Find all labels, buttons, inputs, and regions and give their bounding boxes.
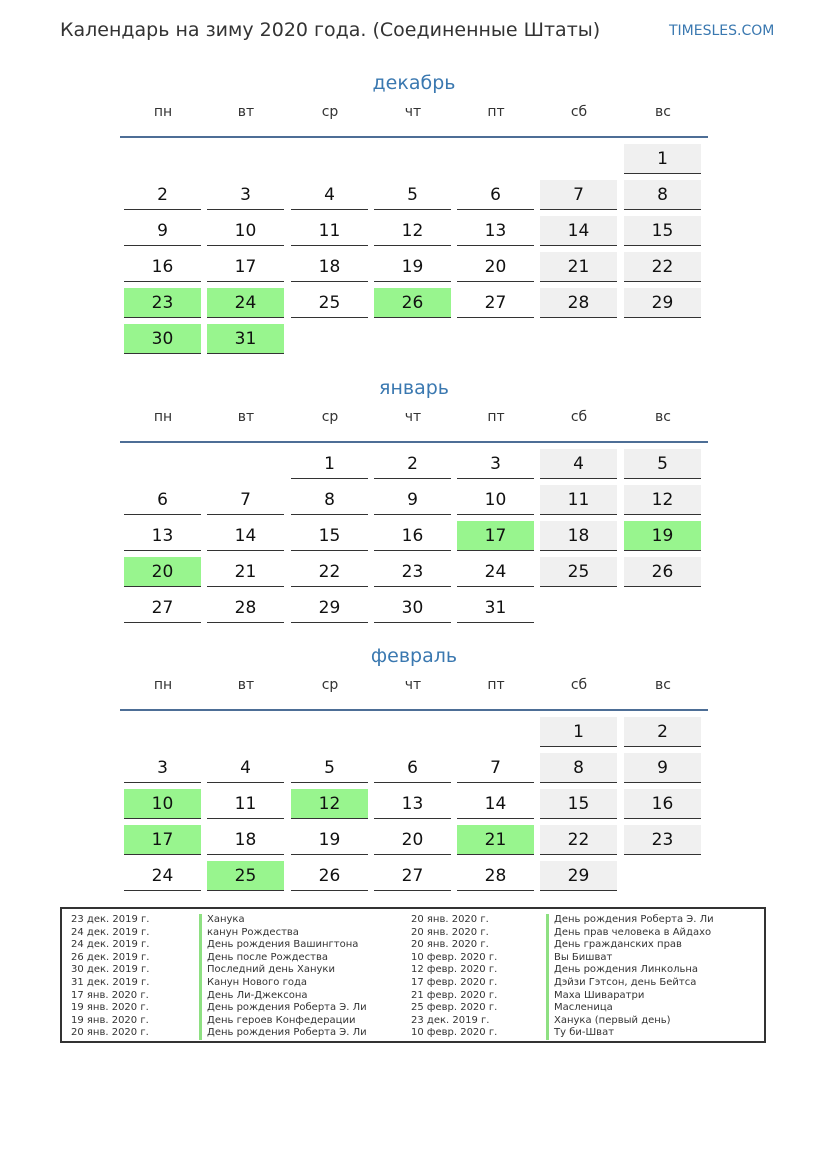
day-cell: 10	[207, 216, 284, 246]
weekday-label: вт	[237, 677, 255, 693]
holiday-day-cell: 10	[124, 789, 201, 819]
day-cell: 5	[624, 449, 701, 479]
day-cell: 29	[291, 593, 368, 623]
holiday-date: 17 янв. 2020 г.	[71, 989, 149, 1001]
day-cell: 1	[624, 144, 701, 174]
day-cell: 11	[207, 789, 284, 819]
day-cell: 28	[540, 288, 617, 318]
holiday-date: 23 дек. 2019 г.	[411, 1014, 490, 1026]
holiday-date: 20 янв. 2020 г.	[71, 1027, 149, 1039]
holiday-date: 20 янв. 2020 г.	[411, 914, 489, 925]
month-february	[120, 643, 708, 886]
weekday-label: пт	[487, 104, 505, 120]
day-cell: 14	[207, 521, 284, 551]
day-cell: 15	[540, 789, 617, 819]
day-cell: 11	[540, 485, 617, 515]
weekday-label: сб	[570, 409, 588, 425]
holiday-date: 20 янв. 2020 г.	[411, 939, 489, 951]
month-title: декабрь	[372, 72, 456, 94]
month-december	[120, 70, 708, 349]
day-cell: 25	[291, 288, 368, 318]
day-cell: 9	[124, 216, 201, 246]
day-cell: 10	[457, 485, 534, 515]
holiday-day-cell: 30	[124, 324, 201, 354]
day-cell: 27	[457, 288, 534, 318]
day-cell: 26	[291, 861, 368, 891]
holiday-day-cell: 25	[207, 861, 284, 891]
day-cell: 16	[374, 521, 451, 551]
day-cell: 21	[540, 252, 617, 282]
holiday-day-cell: 12	[291, 789, 368, 819]
day-cell: 15	[291, 521, 368, 551]
holiday-day-cell: 17	[457, 521, 534, 551]
weekday-header	[120, 401, 708, 443]
day-cell: 18	[291, 252, 368, 282]
day-cell: 25	[540, 557, 617, 587]
weekday-header	[120, 669, 708, 711]
holiday-day-cell: 26	[374, 288, 451, 318]
page-title: Календарь на зиму 2020 года. (Соединенные Штаты)	[60, 19, 601, 41]
day-cell: 3	[207, 180, 284, 210]
weekday-label: чт	[404, 677, 422, 693]
day-cell: 28	[457, 861, 534, 891]
holiday-day-cell: 17	[124, 825, 201, 855]
day-cell: 12	[374, 216, 451, 246]
holiday-date: 23 дек. 2019 г.	[71, 914, 150, 925]
holiday-name: День после Рождества	[199, 952, 367, 965]
holiday-name: День рождения Роберта Э. Ли	[199, 1027, 367, 1040]
holiday-dates-left	[71, 914, 149, 1040]
holiday-day-cell: 24	[207, 288, 284, 318]
weekday-label: чт	[404, 104, 422, 120]
day-cell: 21	[207, 557, 284, 587]
day-cell: 20	[374, 825, 451, 855]
weekday-label: пн	[153, 104, 173, 120]
day-cell: 8	[291, 485, 368, 515]
holiday-date: 19 янв. 2020 г.	[71, 1014, 149, 1026]
weekday-label: пн	[153, 409, 173, 425]
holiday-date: 26 дек. 2019 г.	[71, 951, 150, 963]
weekday-label: ср	[321, 409, 339, 425]
holiday-names-right	[546, 914, 714, 1040]
day-cell: 23	[624, 825, 701, 855]
site-link[interactable]: TIMESLES.COM	[669, 23, 775, 39]
day-cell: 20	[457, 252, 534, 282]
day-cell: 7	[540, 180, 617, 210]
day-cell: 2	[124, 180, 201, 210]
month-title: январь	[379, 377, 449, 399]
day-cell: 22	[540, 825, 617, 855]
holiday-day-cell: 21	[457, 825, 534, 855]
day-cell: 14	[540, 216, 617, 246]
day-cell: 29	[540, 861, 617, 891]
holiday-name: День рождения Вашингтона	[199, 939, 367, 952]
holiday-name: Ханука	[199, 914, 367, 927]
day-cell: 13	[457, 216, 534, 246]
day-cell: 22	[624, 252, 701, 282]
day-cell: 16	[624, 789, 701, 819]
holiday-name: Последний день Хануки	[199, 964, 367, 977]
holiday-day-cell: 19	[624, 521, 701, 551]
holiday-name: Вы Бишват	[546, 952, 714, 965]
holiday-name: Ту би-Шват	[546, 1027, 714, 1040]
holiday-name: Ханука (первый день)	[546, 1015, 714, 1028]
holiday-date: 20 янв. 2020 г.	[411, 926, 489, 938]
holiday-date: 24 дек. 2019 г.	[71, 926, 150, 938]
weekday-label: вс	[655, 409, 671, 425]
day-cell: 2	[374, 449, 451, 479]
day-cell: 8	[624, 180, 701, 210]
holiday-day-cell: 31	[207, 324, 284, 354]
holiday-date: 19 янв. 2020 г.	[71, 1002, 149, 1014]
holiday-date: 12 февр. 2020 г.	[411, 964, 498, 976]
day-cell: 27	[374, 861, 451, 891]
day-cell: 3	[457, 449, 534, 479]
day-cell: 23	[374, 557, 451, 587]
day-cell: 6	[374, 753, 451, 783]
day-cell: 9	[624, 753, 701, 783]
day-cell: 1	[291, 449, 368, 479]
holiday-day-cell: 23	[124, 288, 201, 318]
holiday-name: День рождения Роберта Э. Ли	[199, 1002, 367, 1015]
holiday-list	[60, 907, 766, 1043]
holiday-date: 30 дек. 2019 г.	[71, 964, 150, 976]
weekday-label: вс	[655, 104, 671, 120]
day-cell: 24	[124, 861, 201, 891]
day-cell: 16	[124, 252, 201, 282]
holiday-name: День Ли-Джексона	[199, 990, 367, 1003]
day-cell: 15	[624, 216, 701, 246]
day-cell: 13	[124, 521, 201, 551]
weekday-label: ср	[321, 677, 339, 693]
holiday-dates-right	[411, 914, 497, 1040]
holiday-date: 31 дек. 2019 г.	[71, 976, 150, 988]
day-cell: 8	[540, 753, 617, 783]
holiday-name: День рождения Роберта Э. Ли	[546, 914, 714, 927]
holiday-name: День прав человека в Айдахо	[546, 927, 714, 940]
holiday-name: канун Рождества	[199, 927, 367, 940]
day-cell: 4	[291, 180, 368, 210]
weekday-label: ср	[321, 104, 339, 120]
weekday-label: чт	[404, 409, 422, 425]
weekday-label: вт	[237, 104, 255, 120]
day-cell: 7	[207, 485, 284, 515]
holiday-name: Масленица	[546, 1002, 714, 1015]
holiday-name: День рождения Линкольна	[546, 964, 714, 977]
holiday-date: 21 февр. 2020 г.	[411, 989, 498, 1001]
weekday-label: сб	[570, 104, 588, 120]
holiday-name: Канун Нового года	[199, 977, 367, 990]
holiday-date: 17 февр. 2020 г.	[411, 976, 498, 988]
holiday-names-left	[199, 914, 367, 1040]
holiday-date: 24 дек. 2019 г.	[71, 939, 150, 951]
day-cell: 3	[124, 753, 201, 783]
weekday-label: пт	[487, 409, 505, 425]
weekday-label: сб	[570, 677, 588, 693]
day-cell: 17	[207, 252, 284, 282]
day-cell: 26	[624, 557, 701, 587]
month-january	[120, 375, 708, 618]
day-cell: 12	[624, 485, 701, 515]
holiday-name: Маха Шиваратри	[546, 990, 714, 1003]
holiday-date: 10 февр. 2020 г.	[411, 1027, 498, 1039]
day-cell: 29	[624, 288, 701, 318]
weekday-label: вт	[237, 409, 255, 425]
day-cell: 9	[374, 485, 451, 515]
day-cell: 4	[540, 449, 617, 479]
day-cell: 19	[291, 825, 368, 855]
holiday-day-cell: 20	[124, 557, 201, 587]
day-cell: 28	[207, 593, 284, 623]
holiday-date: 25 февр. 2020 г.	[411, 1002, 498, 1014]
day-cell: 7	[457, 753, 534, 783]
holiday-date: 10 февр. 2020 г.	[411, 951, 498, 963]
weekday-label: вс	[655, 677, 671, 693]
day-cell: 18	[540, 521, 617, 551]
weekday-label: пт	[487, 677, 505, 693]
day-cell: 13	[374, 789, 451, 819]
day-cell: 6	[124, 485, 201, 515]
day-cell: 14	[457, 789, 534, 819]
day-cell: 5	[291, 753, 368, 783]
day-cell: 4	[207, 753, 284, 783]
day-cell: 11	[291, 216, 368, 246]
day-cell: 5	[374, 180, 451, 210]
holiday-name: Дэйзи Гэтсон, день Бейтса	[546, 977, 714, 990]
day-cell: 6	[457, 180, 534, 210]
holiday-name: День гражданских прав	[546, 939, 714, 952]
day-cell: 19	[374, 252, 451, 282]
month-title: февраль	[370, 645, 458, 667]
day-cell: 18	[207, 825, 284, 855]
day-cell: 30	[374, 593, 451, 623]
weekday-label: пн	[153, 677, 173, 693]
weekday-header	[120, 96, 708, 138]
holiday-name: День героев Конфедерации	[199, 1015, 367, 1028]
day-cell: 2	[624, 717, 701, 747]
day-cell: 31	[457, 593, 534, 623]
day-cell: 22	[291, 557, 368, 587]
day-cell: 1	[540, 717, 617, 747]
day-cell: 24	[457, 557, 534, 587]
day-cell: 27	[124, 593, 201, 623]
